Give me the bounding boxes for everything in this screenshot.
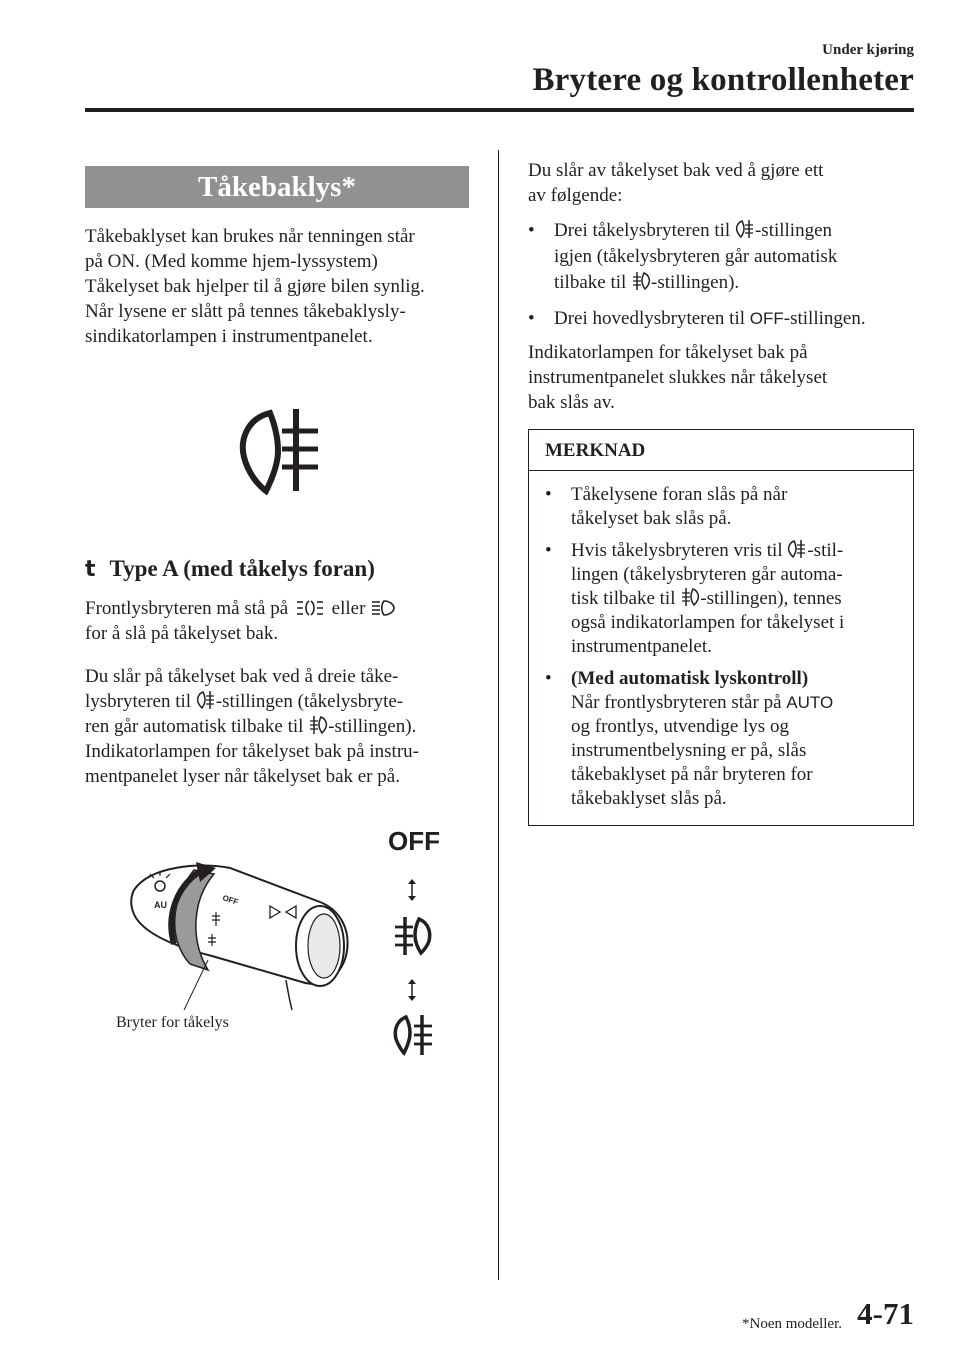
bullet: • bbox=[545, 484, 552, 505]
intro-line: Når lysene er slått på tennes tåkebaklysly- bbox=[85, 301, 406, 322]
note-body bbox=[529, 471, 913, 825]
text-line: for å slå på tåkelyset bak. bbox=[85, 623, 279, 644]
text-line bbox=[85, 689, 475, 714]
illustration-caption: Bryter for tåkelys bbox=[116, 1014, 229, 1031]
front-fog-light-icon bbox=[393, 915, 433, 957]
text-line: av følgende: bbox=[528, 185, 623, 206]
text: -stillingen bbox=[754, 220, 833, 241]
intro-line: sindikatorlampen i instrumentpanelet. bbox=[85, 326, 373, 347]
bullet-text bbox=[554, 218, 914, 296]
bullet-text bbox=[571, 483, 897, 531]
left-column bbox=[85, 166, 469, 349]
headlight-icon bbox=[370, 599, 396, 617]
auto-label: AUTO bbox=[786, 693, 834, 712]
text: lingen (tåkelysbryteren går automa- bbox=[571, 564, 843, 585]
text-line: Du slår på tåkelyset bak ved å dreie tåke- bbox=[85, 666, 399, 687]
text: Drei tåkelysbryteren til bbox=[554, 220, 731, 241]
list-item bbox=[545, 667, 897, 811]
rear-fog-light-icon bbox=[392, 1013, 436, 1057]
note-title: MERKNAD bbox=[529, 430, 913, 471]
text-line: Indikatorlampen for tåkelyset bak på bbox=[528, 342, 808, 363]
text: (Med automatisk lyskontroll) bbox=[571, 668, 809, 689]
page-number: 4-71 bbox=[857, 1296, 914, 1331]
text: -stillingen. bbox=[783, 308, 866, 329]
parking-light-icon bbox=[293, 599, 327, 617]
intro-line: på ON. (Med komme hjem-lyssystem) bbox=[85, 251, 378, 272]
bullet: • bbox=[545, 540, 552, 561]
up-down-arrow-icon bbox=[406, 978, 418, 1002]
text: Når frontlysbryteren står på bbox=[571, 692, 782, 713]
text-line: mentpanelet lyser når tåkelyset bak er på. bbox=[85, 766, 400, 787]
chapter-title: Under kjøring bbox=[822, 42, 914, 58]
list-item bbox=[545, 539, 897, 659]
footnote: *Noen modeller. bbox=[742, 1316, 842, 1332]
text: også indikatorlampen for tåkelyset i bbox=[571, 612, 845, 633]
text: tåkebaklyset slås på. bbox=[571, 788, 727, 809]
text: igjen (tåkelysbryteren går automatisk bbox=[554, 246, 838, 267]
section-title: Brytere og kontrollenheter bbox=[532, 62, 914, 98]
text: instrumentbelysning er på, slås bbox=[571, 740, 807, 761]
bullet-text bbox=[571, 667, 897, 811]
text: tåkebaklyset på når bryteren for bbox=[571, 764, 813, 785]
front-fog-light-icon bbox=[680, 587, 700, 607]
front-fog-light-icon bbox=[631, 271, 651, 291]
text: tisk tilbake til bbox=[571, 588, 676, 609]
section-marker: t bbox=[85, 557, 96, 582]
intro-line: Tåkebaklyset kan brukes når tenningen står bbox=[85, 226, 415, 247]
text: -stillingen), tennes bbox=[700, 588, 842, 609]
note-box bbox=[528, 429, 914, 826]
bullet: • bbox=[528, 220, 535, 241]
bullet-text bbox=[571, 539, 897, 659]
text-line: bak slås av. bbox=[528, 392, 615, 413]
list-item bbox=[528, 306, 914, 332]
text: Frontlysbryteren må stå på bbox=[85, 598, 289, 619]
subsection-title: Type A (med tåkelys foran) bbox=[109, 556, 375, 581]
rear-fog-light-icon bbox=[196, 690, 216, 710]
bullet-text bbox=[554, 306, 914, 332]
intro-line: Tåkelyset bak hjelper til å gjøre bilen synlig. bbox=[85, 276, 425, 297]
text: -stillingen (tåkelysbryte- bbox=[215, 691, 404, 712]
rear-fog-light-icon bbox=[787, 539, 807, 559]
text: Hvis tåkelysbryteren vris til bbox=[571, 540, 783, 561]
svg-text:OFF: OFF bbox=[221, 893, 240, 907]
text: instrumentpanelet. bbox=[571, 636, 712, 657]
bullet: • bbox=[528, 308, 535, 329]
type-a-text bbox=[85, 596, 475, 789]
text: Drei hovedlysbryteren til bbox=[554, 308, 746, 329]
text: eller bbox=[331, 598, 366, 619]
rear-fog-light-icon bbox=[735, 219, 755, 239]
text: -stillingen). bbox=[651, 272, 740, 293]
off-label: OFF bbox=[749, 309, 784, 328]
paragraph-switch-position bbox=[85, 596, 475, 621]
text: lysbryteren til bbox=[85, 691, 192, 712]
rear-fog-light-icon bbox=[238, 405, 324, 495]
text-line: instrumentpanelet slukkes når tåkelyset bbox=[528, 367, 828, 388]
subsection-heading bbox=[85, 556, 375, 582]
column-divider bbox=[498, 150, 499, 1280]
front-fog-light-icon bbox=[308, 715, 328, 735]
text: tilbake til bbox=[554, 272, 627, 293]
light-switch-lever-illustration bbox=[120, 860, 360, 1010]
right-column bbox=[528, 158, 914, 826]
off-position-label: OFF bbox=[388, 826, 440, 856]
up-down-arrow-icon bbox=[406, 878, 418, 902]
text: Tåkelysene foran slås på når bbox=[571, 484, 788, 505]
text: og frontlys, utvendige lys og bbox=[571, 716, 789, 737]
list-item bbox=[528, 218, 914, 296]
text-line: Du slår av tåkelyset bak ved å gjøre ett bbox=[528, 160, 824, 181]
text-line: Indikatorlampen for tåkelyset bak på instru- bbox=[85, 741, 419, 762]
text: tåkelyset bak slås på. bbox=[571, 508, 732, 529]
svg-text:AU: AU bbox=[154, 900, 167, 910]
topic-title: Tåkebaklys* bbox=[85, 166, 469, 208]
text-line bbox=[85, 714, 475, 739]
text: -stillingen). bbox=[328, 716, 417, 737]
text: ren går automatisk tilbake til bbox=[85, 716, 304, 737]
text: -stil- bbox=[807, 540, 844, 561]
list-item bbox=[545, 483, 897, 531]
header-rule bbox=[85, 108, 914, 112]
bullet: • bbox=[545, 668, 552, 689]
intro-paragraph bbox=[85, 224, 469, 349]
